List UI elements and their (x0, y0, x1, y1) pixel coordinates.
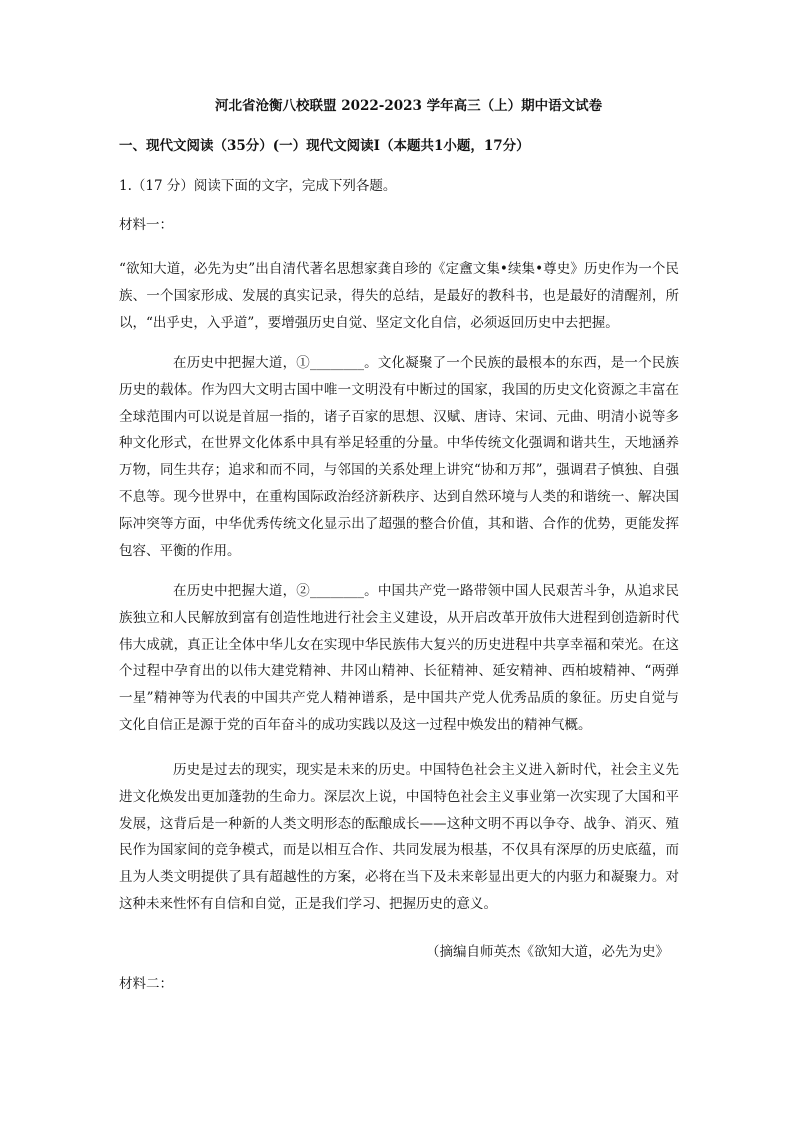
paragraph-3: 在历史中把握大道，②________。中国共产党一路带领中国人民艰苦斗争，从追求民族独立和人民解放到富有创造性地进行社会主义建设，从开启改革开放伟大进程到创造新时代伟大成就，真正让全体中华儿女在实现中华民族伟大复兴的历史进程中共享幸福和荣光。在这个过程中孕育出的以伟大建党精神、井冈山精神、长征精神、延安精神、西柏坡精神、“两弹一星”精神等为代表的中国共产党人精神谱系，是中国共产党人优秀品质的象征。历史自觉与文化自信正是源于党的百年奋斗的成功实践以及这一过程中焕发出的精神气概。 (119, 583, 679, 733)
material2-label: 材料二： (119, 976, 173, 992)
question-intro: 1.（17 分）阅读下面的文字，完成下列各题。 (119, 178, 397, 194)
paragraph-1: “欲知大道，必先为史”出自清代著名思想家龚自珍的《定盦文集•续集•尊史》历史作为一个民族、一个国家形成、发展的真实记录，得失的总结，是最好的教科书，也是最好的清醒剂，所以，“出乎史，入乎道”，要增强历史自觉、坚定文化自信，必须返回历史中去把握。 (119, 261, 679, 331)
paragraph-4: 历史是过去的现实，现实是未来的历史。中国特色社会主义进入新时代，社会主义先进文化焕发出更加蓬勃的生命力。深层次上说，中国特色社会主义事业第一次实现了大国和平发展，这背后是一种新的人类文明形态的酝酿成长——这种文明不再以争夺、战争、消灭、殖民作为国家间的竞争模式，而是以相互合作、共同发展为根基，不仅具有深厚的历史底蕴，而且为人类文明提供了具有超越性的方案，必将在当下及未来彰显出更大的内驱力和凝聚力。对这种未来性怀有自信和自觉，正是我们学习、把握历史的意义。 (119, 762, 679, 912)
paragraph-2: 在历史中把握大道，①________。文化凝聚了一个民族的最根本的东西，是一个民族历史的载体。作为四大文明古国中唯一文明没有中断过的国家，我国的历史文化资源之丰富在全球范围内可以说是首屈一指的，诸子百家的思想、汉赋、唐诗、宋词、元曲、明清小说等多种文化形式，在世界文化体系中具有举足轻重的分量。中华传统文化强调和谐共生，天地涵养万物，同生共存；追求和而不同，与邻国的关系处理上讲究“协和万邦”，强调君子慎独、自强不息等。现今世界中，在重构国际政治经济新秩序、达到自然环境与人类的和谐统一、解决国际冲突等方面，中华优秀传统文化显示出了超强的整合价值，其和谐、合作的优势，更能发挥包容、平衡的作用。 (119, 355, 679, 559)
source-note: （摘编自师英杰《欲知大道，必先为史》 (426, 944, 669, 960)
section-heading: 一、现代文阅读（35分）(一）现代文阅读Ⅰ（本题共1小题，17分） (119, 138, 530, 154)
material1-label: 材料一： (119, 217, 173, 233)
exam-title: 河北省沧衡八校联盟 2022-2023 学年高三（上）期中语文试卷 (215, 98, 603, 114)
